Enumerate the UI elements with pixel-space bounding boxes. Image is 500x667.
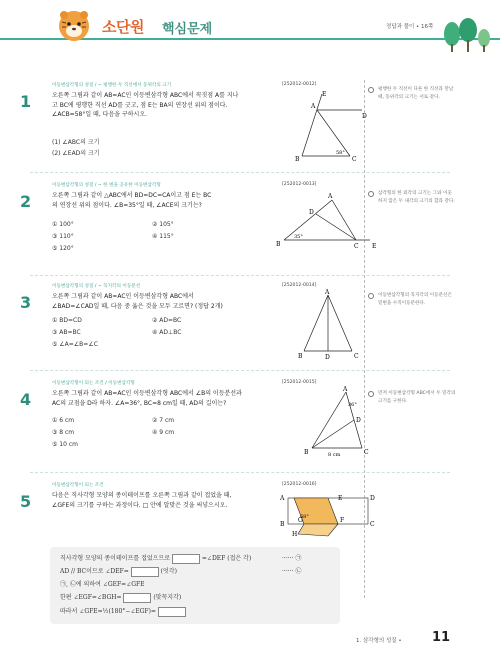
problem-line: 의 연장선 위의 점이다. ∠B=35°일 때, ∠ACE의 크기는? xyxy=(52,201,202,209)
equation-mark: ······ ㉡ xyxy=(282,568,302,575)
answer-page-ref: 정답과 풀이 • 16쪽 xyxy=(386,24,434,30)
solution-text: (엇각) xyxy=(160,568,177,575)
point-label: H xyxy=(292,531,298,538)
point-label: A xyxy=(343,386,348,393)
problem-code: [252012-0012] xyxy=(282,82,317,87)
option[interactable]: ⑤ 10 cm xyxy=(52,441,78,448)
problem-line: 오른쪽 그림과 같이 △ABC에서 BD=DC=CA이고 점 E는 BC xyxy=(52,192,212,199)
problem-text xyxy=(52,91,282,120)
option[interactable]: ② 105° xyxy=(152,221,174,228)
figure-triangle-1 xyxy=(292,90,382,162)
point-label: E xyxy=(338,495,343,502)
problem-code: [252012-0016] xyxy=(282,482,317,487)
point-label: D xyxy=(362,113,367,120)
problem-tag: 이등변삼각형이 되는 조건 xyxy=(52,483,104,488)
problem-number: 4 xyxy=(20,390,32,409)
option[interactable]: ⑤ ∠A=∠B=∠C xyxy=(52,341,98,348)
point-label: D xyxy=(356,417,361,424)
solution-text: (맞꼭지각) xyxy=(153,594,182,601)
option[interactable]: ① 6 cm xyxy=(52,417,75,424)
angle-label: 58° xyxy=(336,150,345,156)
footer-chapter: 1. 삼각형의 성질 • xyxy=(356,638,402,644)
problem-line: AC의 교점을 D라 하자. ∠A=36°, BC=8 cm일 때, AD의 길이는? xyxy=(52,399,227,407)
section-title-sub: 핵심문제 xyxy=(162,22,213,37)
problem-text xyxy=(52,292,282,311)
problem-number: 1 xyxy=(20,92,32,111)
problem-5 xyxy=(20,482,375,542)
angle-label: 35° xyxy=(294,234,303,240)
point-label: B xyxy=(276,241,281,248)
solution-line-5 xyxy=(60,606,186,617)
point-label: F xyxy=(340,517,345,524)
divider xyxy=(30,172,450,173)
point-label: A xyxy=(280,495,285,502)
divider xyxy=(30,472,450,473)
problem-text xyxy=(52,389,282,408)
equation-mark: ······ ㉠ xyxy=(282,555,302,562)
tip-text: 삼각형의 한 외각의 크기는 그와 이웃하지 않은 두 내각의 크기의 합과 같다. xyxy=(378,191,455,204)
point-label: B xyxy=(298,353,303,360)
option[interactable]: ③ 8 cm xyxy=(52,429,75,436)
figure-triangle-4 xyxy=(298,386,388,462)
point-label: C xyxy=(354,243,359,250)
problem-tag: 이등변삼각형이 되는 조건 / 이등변삼각형 xyxy=(52,381,135,386)
option[interactable]: ② 7 cm xyxy=(152,417,175,424)
problem-2 xyxy=(20,182,377,272)
option[interactable]: ④ AD⊥BC xyxy=(152,329,182,336)
figure-triangle-2 xyxy=(276,192,386,254)
solution-box xyxy=(50,547,340,624)
solution-text: AD // BC이므로 ∠DEF= xyxy=(60,568,129,575)
tip-text: 이등변삼각형의 꼭지각의 이등분선은 밑변을 수직이등분한다. xyxy=(378,293,452,306)
tip-text: 평행한 두 직선이 다른 한 직선과 만날 때, 동위각의 크기는 서로 같다. xyxy=(378,87,454,100)
tiger-mascot-icon xyxy=(56,8,92,44)
point-label: B xyxy=(295,156,300,162)
problem-number: 3 xyxy=(20,293,32,312)
problem-text xyxy=(52,191,282,210)
point-label: G xyxy=(298,517,303,524)
solution-line-4 xyxy=(60,592,181,603)
point-label: E xyxy=(322,91,327,98)
solution-text: 따라서 ∠GFE=½(180°−∠EGF)= xyxy=(60,608,157,615)
tree-decoration-icon xyxy=(432,18,500,54)
point-label: C xyxy=(370,521,375,528)
tip-icon xyxy=(368,391,374,397)
point-label: E xyxy=(372,243,377,250)
angle-label: 68° xyxy=(300,514,309,520)
solution-text: ㉠, ㉡에 의하여 ∠GEF=∠GFE xyxy=(60,581,145,588)
problem-tag: 이등변삼각형의 성질 / ~ 한 변을 공유한 이등변삼각형 xyxy=(52,183,161,188)
option[interactable]: ④ 9 cm xyxy=(152,429,175,436)
problem-line: 다음은 직사각형 모양의 종이테이프를 오른쪽 그림과 같이 접었을 때, xyxy=(52,492,232,499)
problem-line: ∠ACB=58°일 때, 다음을 구하시오. xyxy=(52,111,148,119)
problem-1 xyxy=(20,82,367,182)
problem-number: 2 xyxy=(20,192,32,211)
divider xyxy=(30,275,450,276)
answer-blank[interactable] xyxy=(123,593,151,603)
point-label: A xyxy=(325,289,330,296)
figure-folded-tape xyxy=(278,492,386,538)
problem-line: 오른쪽 그림과 같이 AB=AC인 이등변삼각형 ABC에서 ∠B의 이등분선과 xyxy=(52,390,242,397)
point-label: A xyxy=(311,103,316,110)
length-label: 8 cm xyxy=(328,452,341,458)
problem-line: 오른쪽 그림과 같이 AB=AC인 이등변삼각형 ABC에서 xyxy=(52,293,194,300)
problem-4 xyxy=(20,380,369,480)
section-title-main: 소단원 xyxy=(102,18,144,36)
solution-line-3 xyxy=(60,579,145,588)
point-label: C xyxy=(352,156,357,162)
solution-text: 직사각형 모양의 종이테이프를 접었으므로 xyxy=(60,555,171,562)
problem-line: ∠GFE의 크기를 구하는 과정이다. □ 안에 알맞은 것을 써넣으시오. xyxy=(52,501,228,509)
point-label: D xyxy=(309,209,314,216)
divider xyxy=(30,370,450,371)
point-label: B xyxy=(280,521,285,528)
option[interactable]: ③ 110° xyxy=(52,233,74,240)
problem-tag: 이등변삼각형의 성질 / ~ 꼭지각의 이등분선 xyxy=(52,284,141,289)
point-label: C xyxy=(354,353,359,360)
problem-3 xyxy=(20,283,360,373)
solution-line-1 xyxy=(60,553,251,564)
point-label: A xyxy=(328,193,333,200)
option[interactable]: ① 100° xyxy=(52,221,74,228)
point-label: B xyxy=(304,449,309,456)
point-label: D xyxy=(370,495,375,502)
figure-triangle-3 xyxy=(298,289,378,361)
tip-icon xyxy=(368,191,374,197)
point-label: D xyxy=(325,354,330,361)
page-number: 11 xyxy=(432,630,451,645)
tip-icon xyxy=(368,87,374,93)
option[interactable]: ④ 115° xyxy=(152,233,174,240)
option[interactable]: ② AD=BC xyxy=(152,317,182,324)
angle-label: 36° xyxy=(348,402,357,408)
problem-text xyxy=(52,491,282,510)
problem-tag: 이등변삼각형의 성질 / ~ 평행한 두 직선에서 동위각의 크기 xyxy=(52,83,172,88)
problem-line: 오른쪽 그림과 같이 AB=AC인 이등변삼각형 ABC에서 꼭짓점 A를 지나 xyxy=(52,92,239,99)
solution-text: 한편 ∠EGF=∠BGH= xyxy=(60,594,122,601)
answer-blank[interactable] xyxy=(131,567,159,577)
problem-code: [252012-0014] xyxy=(282,283,317,288)
solution-line-2 xyxy=(60,566,177,577)
answer-blank[interactable] xyxy=(172,554,200,564)
option[interactable]: ① BD=CD xyxy=(52,317,82,324)
problem-code: [252012-0013] xyxy=(282,182,317,187)
problem-code: [252012-0015] xyxy=(282,380,317,385)
option[interactable]: (1) ∠ABC의 크기 xyxy=(52,139,100,146)
option[interactable]: ③ AB=BC xyxy=(52,329,81,336)
tip-text: 먼저 이등변삼각형 ABC에서 두 밑각의 크기를 구한다. xyxy=(378,391,456,404)
point-label: C xyxy=(364,449,369,456)
problem-number: 5 xyxy=(20,492,32,511)
answer-blank[interactable] xyxy=(158,607,186,617)
problem-line: ∠BAD=∠CAD일 때, 다음 중 옳은 것을 모두 고르면? (정답 2개) xyxy=(52,302,223,310)
problem-line: 고 BC에 평행한 직선 AD를 긋고, 점 E는 BA의 연장선 위의 점이다. xyxy=(52,101,228,109)
solution-text: =∠DEF (접은 각) xyxy=(201,555,252,562)
tip-icon xyxy=(368,293,374,299)
option[interactable]: ⑤ 120° xyxy=(52,245,74,252)
option[interactable]: (2) ∠EAD의 크기 xyxy=(52,150,100,157)
